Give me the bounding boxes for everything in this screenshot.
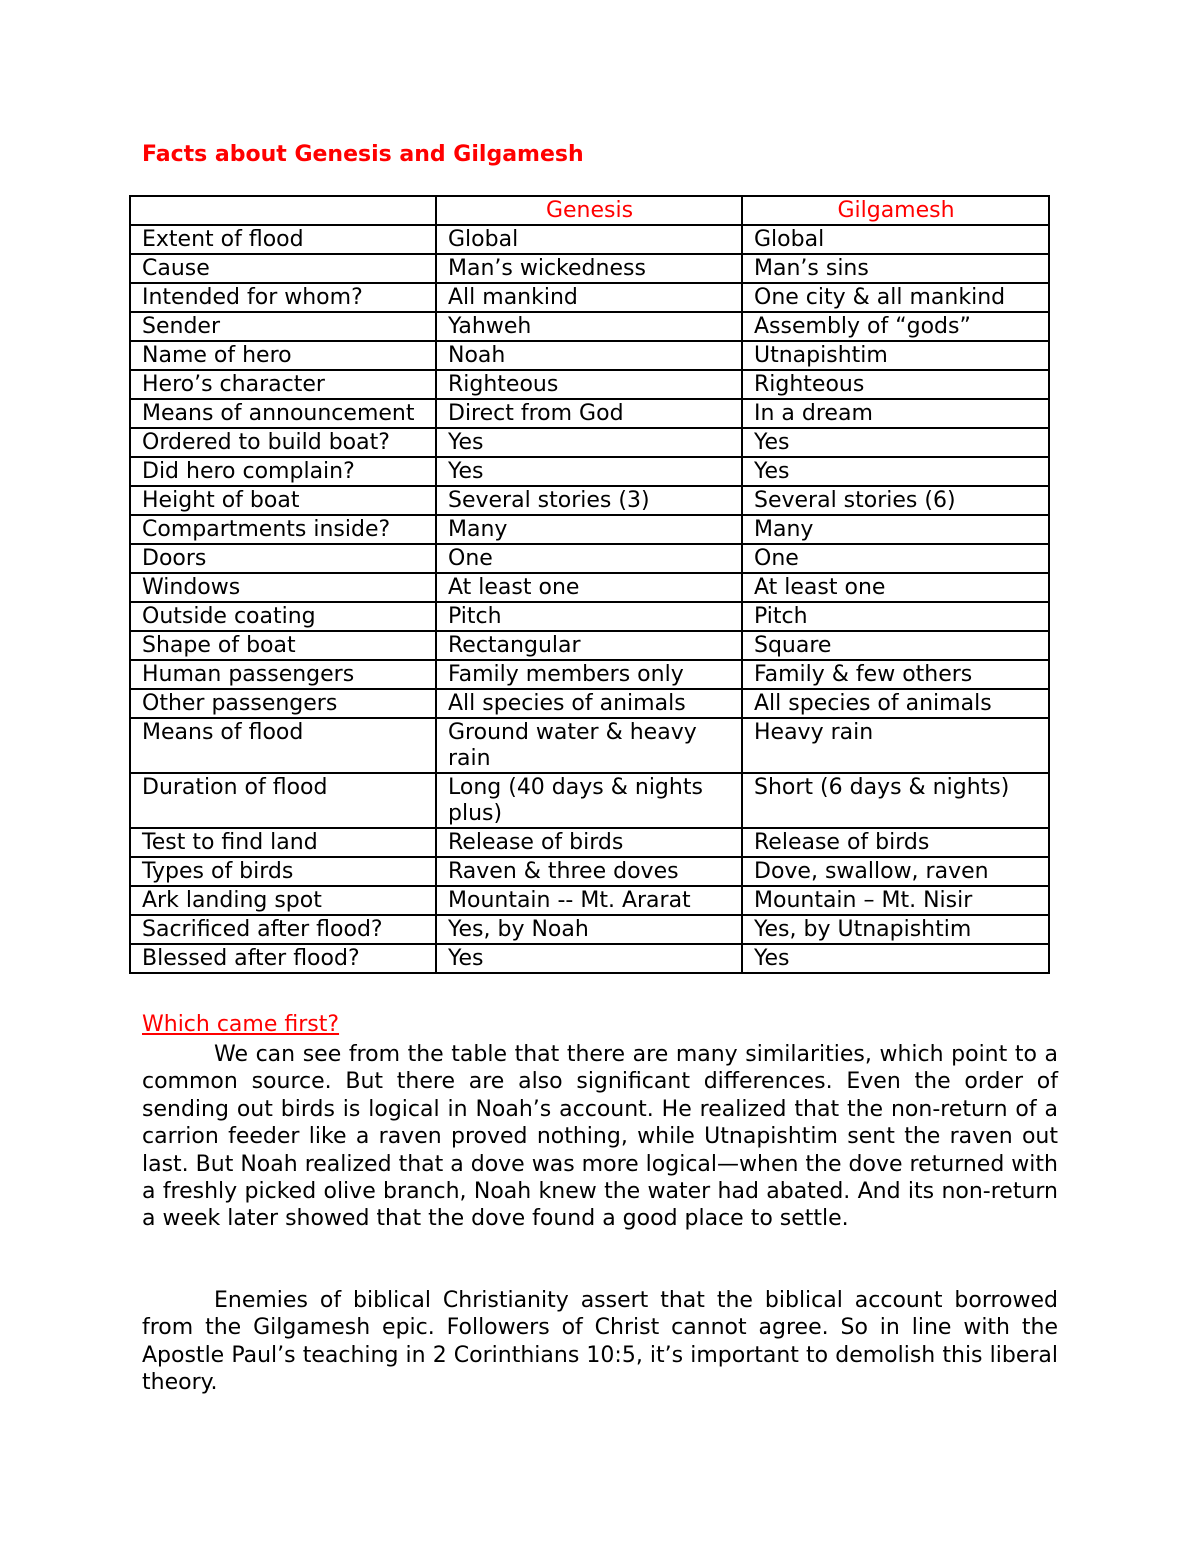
- row-label-cell: Compartments inside?: [130, 515, 436, 544]
- table-row: [130, 283, 1049, 312]
- table-row: [130, 857, 1049, 886]
- gilgamesh-cell: Mountain – Mt. Nisir: [742, 886, 1049, 915]
- genesis-cell: One: [436, 544, 742, 573]
- genesis-cell: Long (40 days & nights plus): [436, 773, 742, 828]
- gilgamesh-cell: Global: [742, 225, 1049, 254]
- gilgamesh-cell: Many: [742, 515, 1049, 544]
- gilgamesh-cell: Utnapishtim: [742, 341, 1049, 370]
- row-label-cell: Outside coating: [130, 602, 436, 631]
- table-row: [130, 573, 1049, 602]
- table-row: [130, 312, 1049, 341]
- gilgamesh-cell: One: [742, 544, 1049, 573]
- body-paragraph: [142, 1287, 1058, 1397]
- row-label-cell: Ark landing spot: [130, 886, 436, 915]
- gilgamesh-cell: Pitch: [742, 602, 1049, 631]
- table-row: [130, 544, 1049, 573]
- genesis-cell: Several stories (3): [436, 486, 742, 515]
- table-row: [130, 660, 1049, 689]
- genesis-cell: Family members only: [436, 660, 742, 689]
- genesis-cell: At least one: [436, 573, 742, 602]
- row-label-cell: Doors: [130, 544, 436, 573]
- gilgamesh-cell: All species of animals: [742, 689, 1049, 718]
- table-row: [130, 602, 1049, 631]
- row-label-cell: Duration of flood: [130, 773, 436, 828]
- genesis-cell: Yes: [436, 428, 742, 457]
- table-row: [130, 689, 1049, 718]
- table-row: [130, 428, 1049, 457]
- gilgamesh-cell: Righteous: [742, 370, 1049, 399]
- table-row: [130, 457, 1049, 486]
- row-label-cell: Sender: [130, 312, 436, 341]
- gilgamesh-cell: Yes: [742, 457, 1049, 486]
- header-cell-empty: [130, 196, 436, 225]
- genesis-cell: Yahweh: [436, 312, 742, 341]
- table-header-row: [130, 196, 1049, 225]
- row-label-cell: Test to find land: [130, 828, 436, 857]
- table-row: [130, 225, 1049, 254]
- genesis-cell: Righteous: [436, 370, 742, 399]
- gilgamesh-cell: One city & all mankind: [742, 283, 1049, 312]
- genesis-cell: Many: [436, 515, 742, 544]
- body-paragraph: [142, 1041, 1058, 1233]
- row-label-cell: Means of flood: [130, 718, 436, 773]
- genesis-cell: Global: [436, 225, 742, 254]
- table-row: [130, 773, 1049, 828]
- gilgamesh-cell: Yes: [742, 944, 1049, 973]
- gilgamesh-cell: In a dream: [742, 399, 1049, 428]
- table-row: [130, 515, 1049, 544]
- table-row: [130, 486, 1049, 515]
- table-row: [130, 631, 1049, 660]
- table-row: [130, 254, 1049, 283]
- row-label-cell: Sacrificed after flood?: [130, 915, 436, 944]
- row-label-cell: Shape of boat: [130, 631, 436, 660]
- gilgamesh-cell: Man’s sins: [742, 254, 1049, 283]
- genesis-cell: Noah: [436, 341, 742, 370]
- section-heading: Which came first?: [142, 1012, 340, 1037]
- genesis-cell: Yes: [436, 457, 742, 486]
- genesis-cell: Yes: [436, 944, 742, 973]
- genesis-cell: Mountain -- Mt. Ararat: [436, 886, 742, 915]
- genesis-cell: Yes, by Noah: [436, 915, 742, 944]
- comparison-table: [129, 195, 1050, 974]
- page-title: Facts about Genesis and Gilgamesh: [142, 142, 584, 167]
- row-label-cell: Blessed after flood?: [130, 944, 436, 973]
- table-row: [130, 370, 1049, 399]
- header-cell-gilgamesh: Gilgamesh: [742, 196, 1049, 225]
- row-label-cell: Other passengers: [130, 689, 436, 718]
- paragraph-text: Enemies of biblical Christianity assert that the biblical account borrowed from the Gilgamesh epic. Followers of Christ cannot agree. So in line with the Apostle Paul’s teaching in 2 Corinthians 10:5, it’s important to demolish this liberal theory.: [142, 1288, 1058, 1396]
- gilgamesh-cell: Family & few others: [742, 660, 1049, 689]
- table-row: [130, 828, 1049, 857]
- gilgamesh-cell: Heavy rain: [742, 718, 1049, 773]
- paragraph-text: We can see from the table that there are many similarities, which point to a common source. But there are also significant differences. Even the order of sending out birds is logical in Noah’s account. He realized that the non-return of a carrion feeder like a raven proved nothing, while Utnapishtim sent the raven out last. But Noah realized that a dove was more logical—when the dove returned with a freshly picked olive branch, Noah knew the water had abated. And its non-return a week later showed that the dove found a good place to settle.: [142, 1042, 1058, 1232]
- table-row: [130, 399, 1049, 428]
- header-cell-genesis: Genesis: [436, 196, 742, 225]
- gilgamesh-cell: Yes, by Utnapishtim: [742, 915, 1049, 944]
- genesis-cell: Raven & three doves: [436, 857, 742, 886]
- genesis-cell: Pitch: [436, 602, 742, 631]
- gilgamesh-cell: At least one: [742, 573, 1049, 602]
- row-label-cell: Cause: [130, 254, 436, 283]
- table-body: [130, 225, 1049, 973]
- genesis-cell: Direct from God: [436, 399, 742, 428]
- genesis-cell: All species of animals: [436, 689, 742, 718]
- row-label-cell: Hero’s character: [130, 370, 436, 399]
- genesis-cell: Man’s wickedness: [436, 254, 742, 283]
- gilgamesh-cell: Yes: [742, 428, 1049, 457]
- table-row: [130, 341, 1049, 370]
- gilgamesh-cell: Assembly of “gods”: [742, 312, 1049, 341]
- row-label-cell: Ordered to build boat?: [130, 428, 436, 457]
- row-label-cell: Extent of flood: [130, 225, 436, 254]
- table-row: [130, 886, 1049, 915]
- row-label-cell: Means of announcement: [130, 399, 436, 428]
- genesis-cell: Ground water & heavy rain: [436, 718, 742, 773]
- genesis-cell: Rectangular: [436, 631, 742, 660]
- genesis-cell: All mankind: [436, 283, 742, 312]
- genesis-cell: Release of birds: [436, 828, 742, 857]
- row-label-cell: Height of boat: [130, 486, 436, 515]
- gilgamesh-cell: Square: [742, 631, 1049, 660]
- row-label-cell: Did hero complain?: [130, 457, 436, 486]
- gilgamesh-cell: Short (6 days & nights): [742, 773, 1049, 828]
- gilgamesh-cell: Dove, swallow, raven: [742, 857, 1049, 886]
- gilgamesh-cell: Release of birds: [742, 828, 1049, 857]
- table-row: [130, 915, 1049, 944]
- row-label-cell: Types of birds: [130, 857, 436, 886]
- gilgamesh-cell: Several stories (6): [742, 486, 1049, 515]
- table-row: [130, 718, 1049, 773]
- row-label-cell: Human passengers: [130, 660, 436, 689]
- row-label-cell: Windows: [130, 573, 436, 602]
- table-row: [130, 944, 1049, 973]
- row-label-cell: Name of hero: [130, 341, 436, 370]
- row-label-cell: Intended for whom?: [130, 283, 436, 312]
